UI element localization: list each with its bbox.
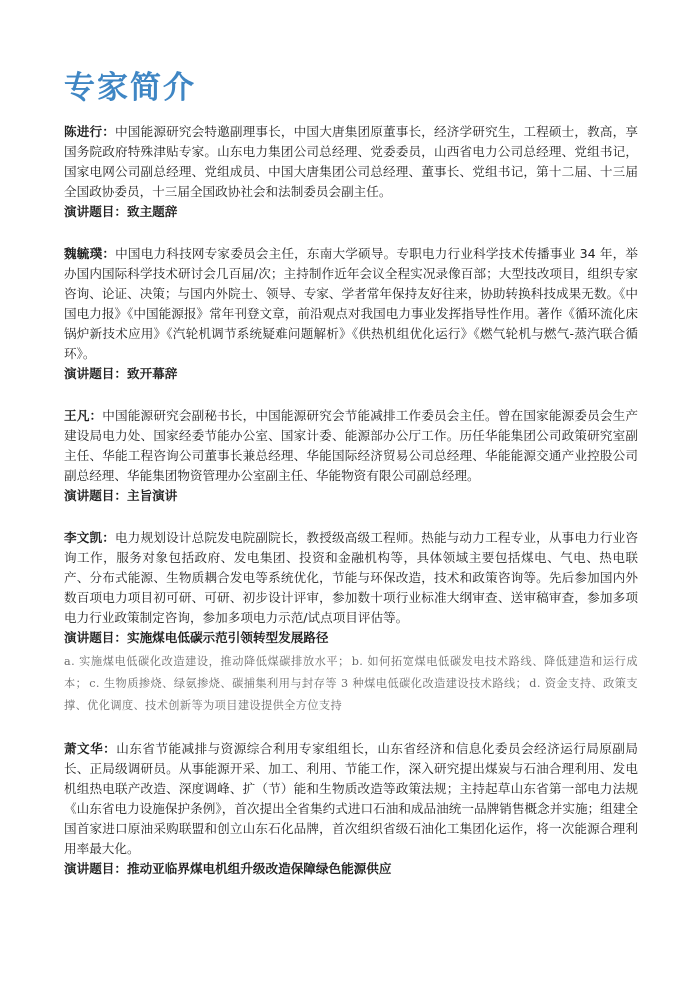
expert-bio [64,122,638,202]
speech-topic-label: 演讲题目： [64,630,127,645]
expert-bio [64,739,638,859]
expert-name: 陈进行： [64,124,116,139]
expert-entry [64,739,638,879]
expert-bio [64,406,638,486]
speech-topic [64,859,638,879]
expert-name: 萧文华： [64,741,117,756]
speech-topic [64,202,638,222]
speech-topic-label: 演讲题目： [64,366,127,381]
speech-note: c. 生物质掺烧、绿氨掺烧、碳捕集利用与封存等 3 种煤电低碳化改造建设技术路线； [89,677,528,690]
page-title: 专家简介 [64,70,196,106]
speech-topic-label: 演讲题目： [64,488,127,503]
expert-bio-text: 中国能源研究会特邀副理事长，中国大唐集团原董事长，经济学研究生，工程硕士，教高，享国务院政府特殊津贴专家。山东电力集团公司总经理、党委委员，山西省电力公司总经理、党组书记，国家电网公司副总经理、党组成员、中国大唐集团公司总经理、董事长、党组书记，第十二届、十三届全国政协委员，十三届全国政协社会和法制委员会副主任。 [64,124,639,199]
speech-topic-text: 主旨演讲 [126,488,178,503]
speech-note: b. 如何拓宽煤电低碳发电技术路线、降低建造和运行成本； [64,655,638,690]
expert-entry [64,406,638,506]
expert-entry [64,122,638,222]
speech-topic [64,486,638,506]
speech-note: d. 资金支持、政策支撑、优化调度、技术创新等为项目建设提供全方位支持 [64,677,638,712]
speech-topic-text: 致主题辞 [126,204,178,219]
speech-notes [64,651,638,717]
expert-bio-text: 中国电力科技网专家委员会主任，东南大学硕导。专职电力行业科学技术传播事业 34 年，举办国内国际科学技术研讨会几百届/次；主持制作近年会议全程实况录像百部；大型技改项目，组织专家咨询、论证、决策；与国内外院士、领导、专家、学者常年保持友好往来，协助转换科技成果无数。《中国电力报》《中国能源报》常年刊登文章，前沿观点对我国电力事业发挥指导性作用。著作《循环流化床锅炉新技术应用》《汽轮机调节系统疑难问题解析》《供热机组优化运行》《燃气轮机与燃气-蒸汽联合循环》。 [64,246,638,361]
expert-name: 李文凯： [64,530,116,545]
expert-entry [64,244,638,384]
speech-topic [64,364,638,384]
expert-entry [64,528,638,717]
expert-bio-text: 中国能源研究会副秘书长，中国能源研究会节能减排工作委员会主任。曾在国家能源委员会生产建设局电力处、国家经委节能办公室、国家计委、能源部办公厅工作。历任华能集团公司政策研究室副主任、华能工程咨询公司董事长兼总经理、华能国际经济贸易公司总经理、华能能源交通产业控股公司副总经理、华能集团物资管理办公室副主任、华能物资有限公司副总经理。 [64,408,639,483]
expert-bio-text: 电力规划设计总院发电院副院长，教授级高级工程师。热能与动力工程专业，从事电力行业咨询工作，服务对象包括政府、发电集团、投资和金融机构等，具体领域主要包括煤电、气电、热电联产、分布式能源、生物质耦合发电等系统优化，节能与环保改造，技术和政策咨询等。先后参加国内外数百项电力项目初可研、可研、初步设计评审，参加数十项行业标准大纲审查、送审稿审查，参加多项电力行业政策制定咨询，参加多项电力示范/试点项目评估等。 [64,530,639,625]
expert-bio-text: 山东省节能减排与资源综合利用专家组组长，山东省经济和信息化委员会经济运行局原副局长、正局级调研员。从事能源开采、加工、利用、节能工作，深入研究提出煤炭与石油合理利用、发电机组热电联产改造、深度调峰、扩（节）能和生物质改造等政策法规；主持起草山东省第一部电力法规《山东省电力设施保护条例》，首次提出全省集约式进口石油和成品油统一品牌销售概念并实施；组建全国首家进口原油采购联盟和创立山东石化品牌，首次组织省级石油化工集团化运作，将一次能源合理利用率最大化。 [64,741,639,856]
expert-bio [64,244,638,364]
speech-topic [64,628,638,648]
speech-topic-text: 实施煤电低碳示范引领转型发展路径 [126,630,329,645]
expert-bio [64,528,638,628]
expert-name: 王凡： [64,408,103,423]
speech-topic-text: 致开幕辞 [126,366,178,381]
speech-topic-text: 推动亚临界煤电机组升级改造保障绿色能源供应 [126,861,392,876]
speech-topic-label: 演讲题目： [64,204,127,219]
expert-name: 魏毓璞： [64,246,116,261]
speech-topic-label: 演讲题目： [64,861,127,876]
speech-note: a. 实施煤电低碳化改造建设，推动降低煤碳排放水平； [64,655,350,668]
